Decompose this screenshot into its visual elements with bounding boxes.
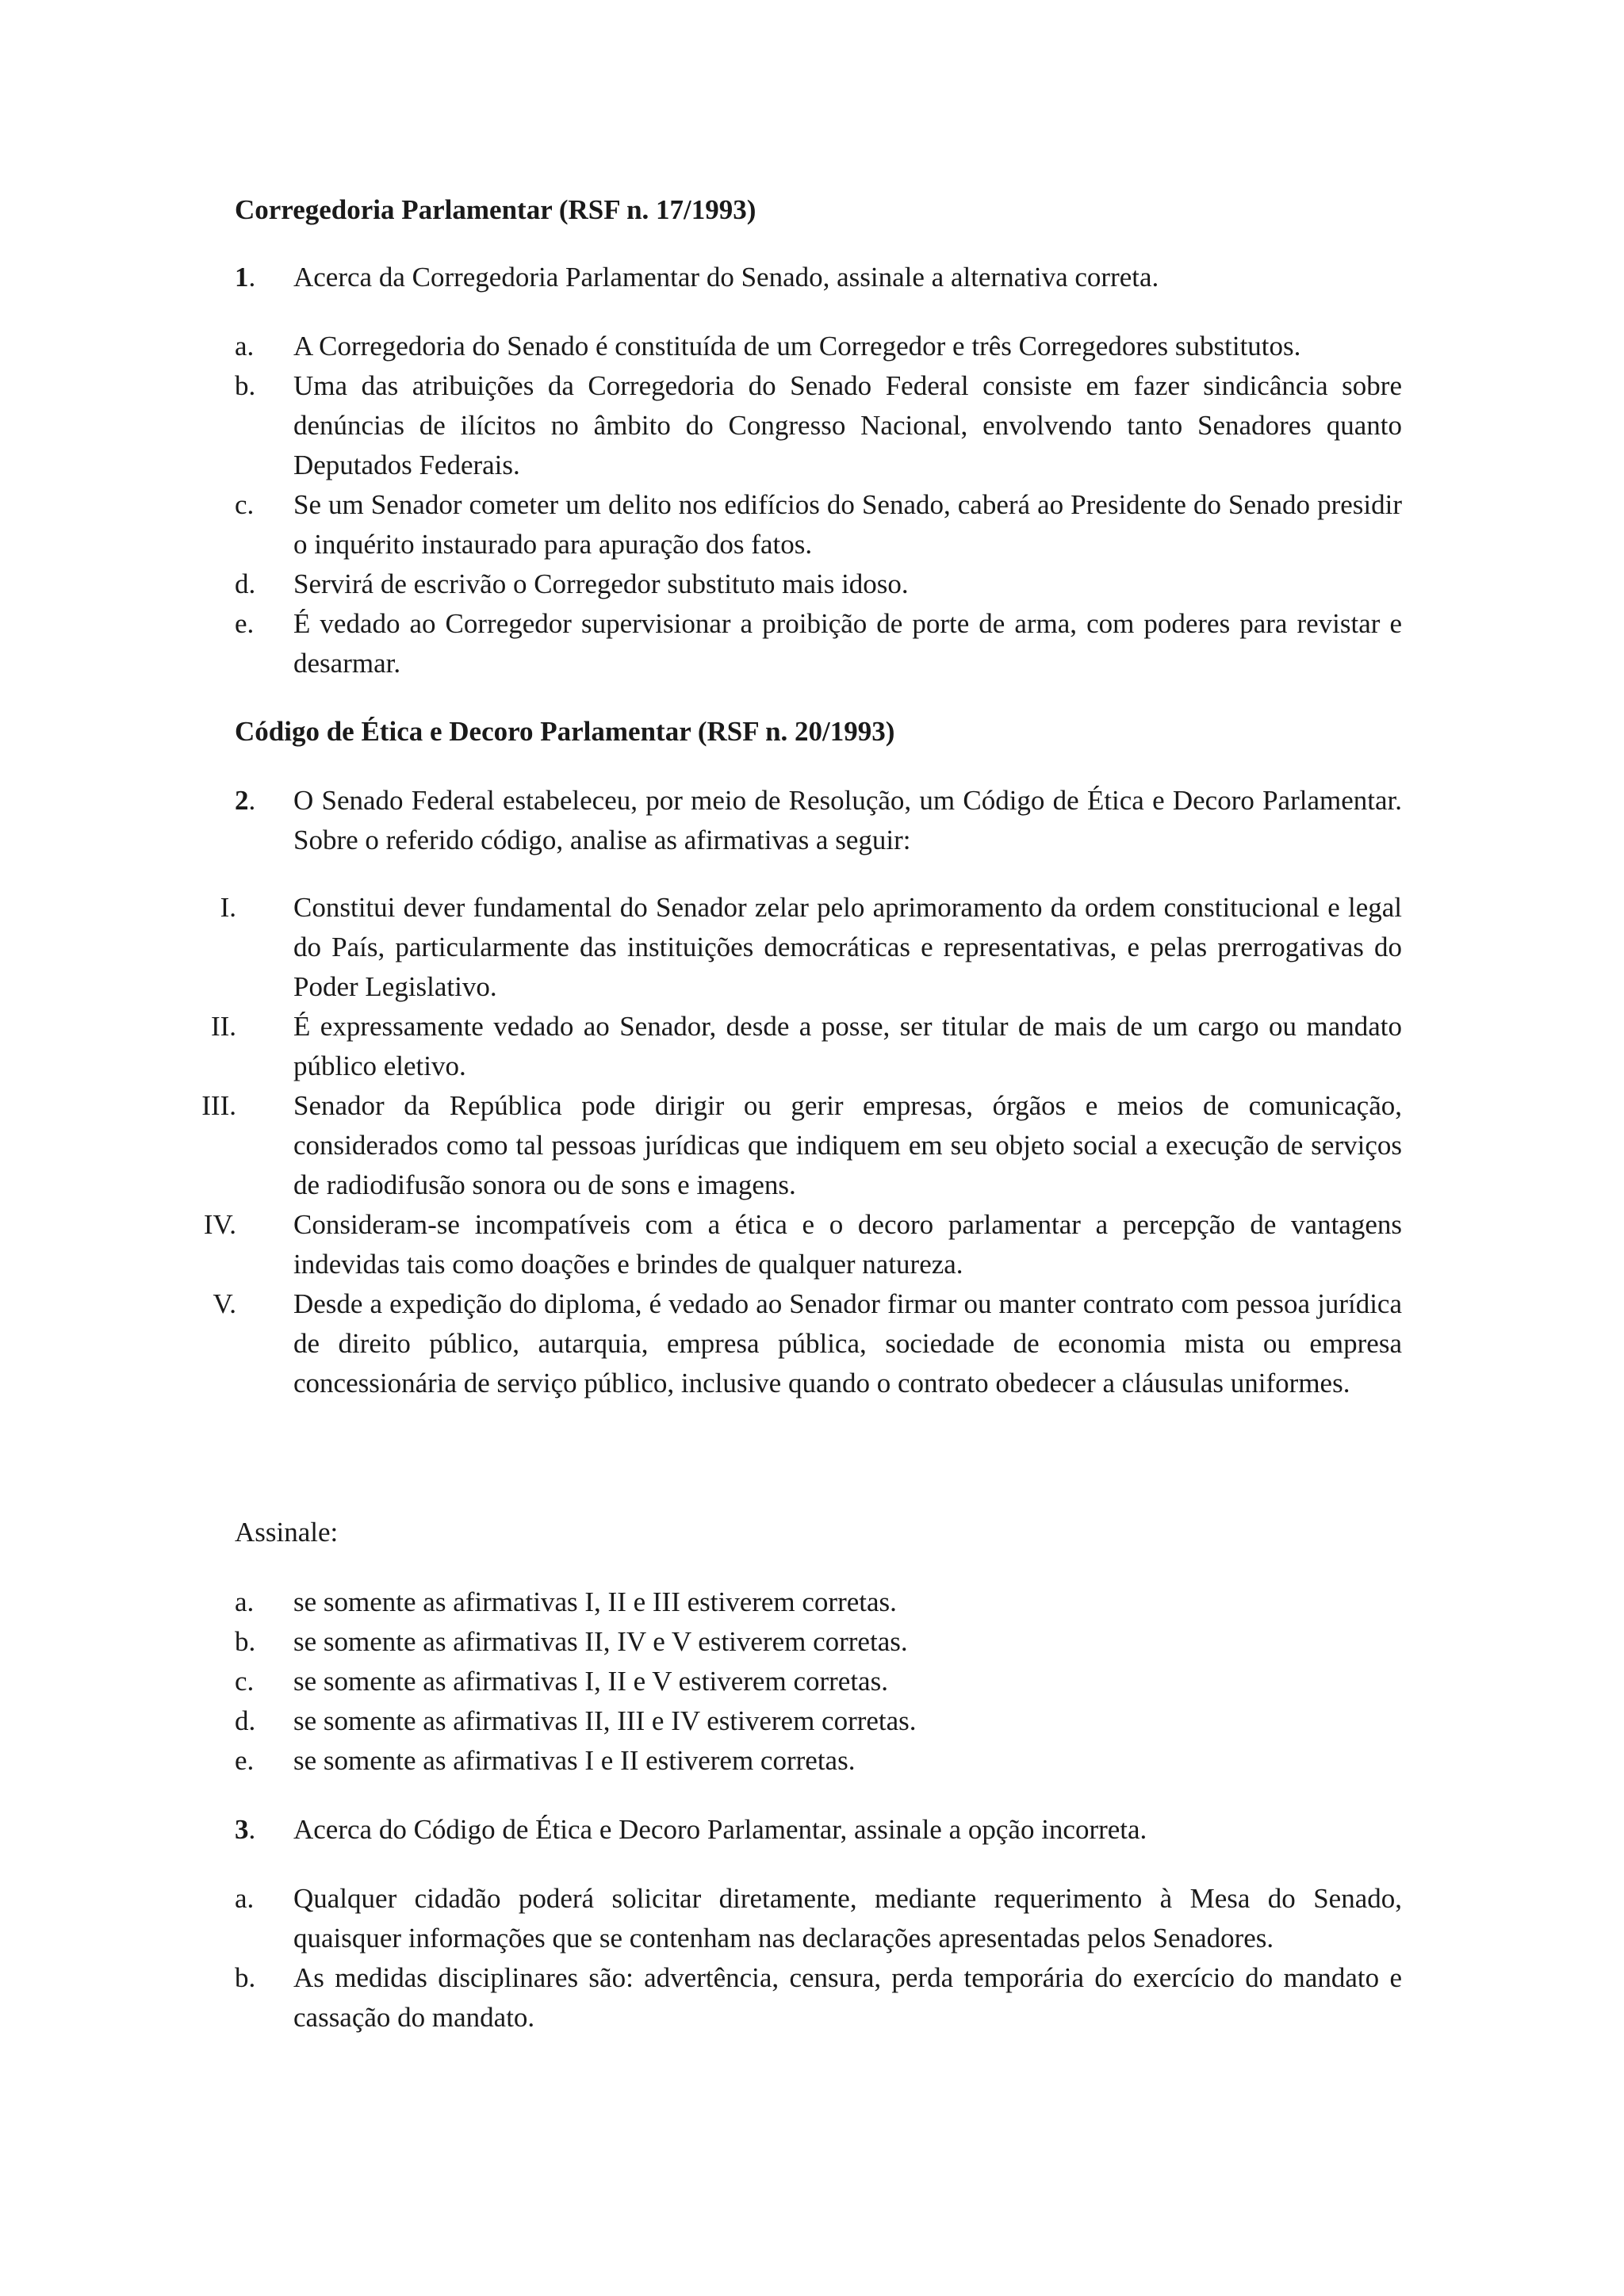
- option-marker: d.: [235, 568, 256, 599]
- option-marker: b.: [235, 1962, 256, 1993]
- option-text: A Corregedoria do Senado é constituída de um Corregedor e três Corregedores substitutos.: [293, 331, 1301, 362]
- question-number: 3.: [235, 1814, 256, 1845]
- section-heading-codigo-etica: Código de Ética e Decoro Parlamentar (RSF n. 20/1993): [235, 716, 895, 747]
- option-marker: e.: [235, 1745, 255, 1776]
- question-text: Acerca da Corregedoria Parlamentar do Senado, assinale a alternativa correta.: [293, 262, 1159, 293]
- statement-text: É expressamente vedado ao Senador, desde a posse, ser titular de mais de um cargo ou mandato público eletivo.: [293, 1011, 1402, 1081]
- option-marker: c.: [235, 489, 255, 520]
- statement-marker: II.: [210, 1011, 236, 1042]
- statement-marker: V.: [213, 1288, 236, 1319]
- option-text: se somente as afirmativas II, IV e V estiverem corretas.: [293, 1626, 908, 1657]
- option-marker: b.: [235, 1626, 256, 1657]
- option-marker: c.: [235, 1666, 255, 1697]
- question-text: Acerca do Código de Ética e Decoro Parlamentar, assinale a opção incorreta.: [293, 1814, 1147, 1845]
- option-marker: a.: [235, 331, 255, 362]
- option-text: se somente as afirmativas II, III e IV estiverem corretas.: [293, 1705, 917, 1736]
- option-marker: a.: [235, 1883, 255, 1914]
- statement-text: Constitui dever fundamental do Senador zelar pelo aprimoramento da ordem constitucional e legal do País, particularmente das instituições democráticas e representativas, e pelas prerrogativas do Poder Legislativo.: [293, 892, 1402, 1002]
- option-marker: b.: [235, 370, 256, 401]
- option-text: se somente as afirmativas I e II estiverem corretas.: [293, 1745, 856, 1776]
- option-text: É vedado ao Corregedor supervisionar a proibição de porte de arma, com poderes para revistar e desarmar.: [293, 608, 1402, 679]
- section-heading-corregedoria: Corregedoria Parlamentar (RSF n. 17/1993): [235, 194, 756, 225]
- option-text: Servirá de escrivão o Corregedor substituto mais idoso.: [293, 568, 909, 599]
- option-text: Qualquer cidadão poderá solicitar diretamente, mediante requerimento à Mesa do Senado, quaisquer informações que se contenham nas declarações apresentadas pelos Senadores.: [293, 1883, 1402, 1954]
- statement-text: Senador da República pode dirigir ou gerir empresas, órgãos e meios de comunicação, considerados como tal pessoas jurídicas que indiquem em seu objeto social a execução de serviços de radiodifusão sonora ou de sons e imagens.: [293, 1090, 1402, 1200]
- statement-text: Consideram-se incompatíveis com a ética e o decoro parlamentar a percepção de vantagens indevidas tais como doações e brindes de qualquer natureza.: [293, 1209, 1402, 1280]
- statement-marker: I.: [220, 892, 236, 923]
- statement-text: Desde a expedição do diploma, é vedado ao Senador firmar ou manter contrato com pessoa jurídica de direito público, autarquia, empresa pública, sociedade de economia mista ou empresa concessionária de serviço público, inclusive quando o contrato obedecer a cláusulas uniformes.: [293, 1288, 1402, 1399]
- option-text: se somente as afirmativas I, II e V estiverem corretas.: [293, 1666, 888, 1697]
- question-text: O Senado Federal estabeleceu, por meio de Resolução, um Código de Ética e Decoro Parlamentar. Sobre o referido código, analise as afirmativas a seguir:: [293, 785, 1402, 855]
- question-number: 2.: [235, 785, 256, 816]
- answer-prompt: Assinale:: [235, 1517, 339, 1548]
- question-number: 1.: [235, 262, 256, 293]
- option-text: Se um Senador cometer um delito nos edifícios do Senado, caberá ao Presidente do Senado presidir o inquérito instaurado para apuração dos fatos.: [293, 489, 1402, 560]
- statement-marker: IV.: [203, 1209, 236, 1240]
- option-marker: d.: [235, 1705, 256, 1736]
- option-text: As medidas disciplinares são: advertência, censura, perda temporária do exercício do mandato e cassação do mandato.: [293, 1962, 1402, 2033]
- option-text: se somente as afirmativas I, II e III estiverem corretas.: [293, 1586, 897, 1617]
- option-marker: e.: [235, 608, 255, 639]
- statement-marker: III.: [201, 1090, 236, 1121]
- option-text: Uma das atribuições da Corregedoria do Senado Federal consiste em fazer sindicância sobre denúncias de ilícitos no âmbito do Congresso Nacional, envolvendo tanto Senadores quanto Deputados Federais.: [293, 370, 1402, 480]
- option-marker: a.: [235, 1586, 255, 1617]
